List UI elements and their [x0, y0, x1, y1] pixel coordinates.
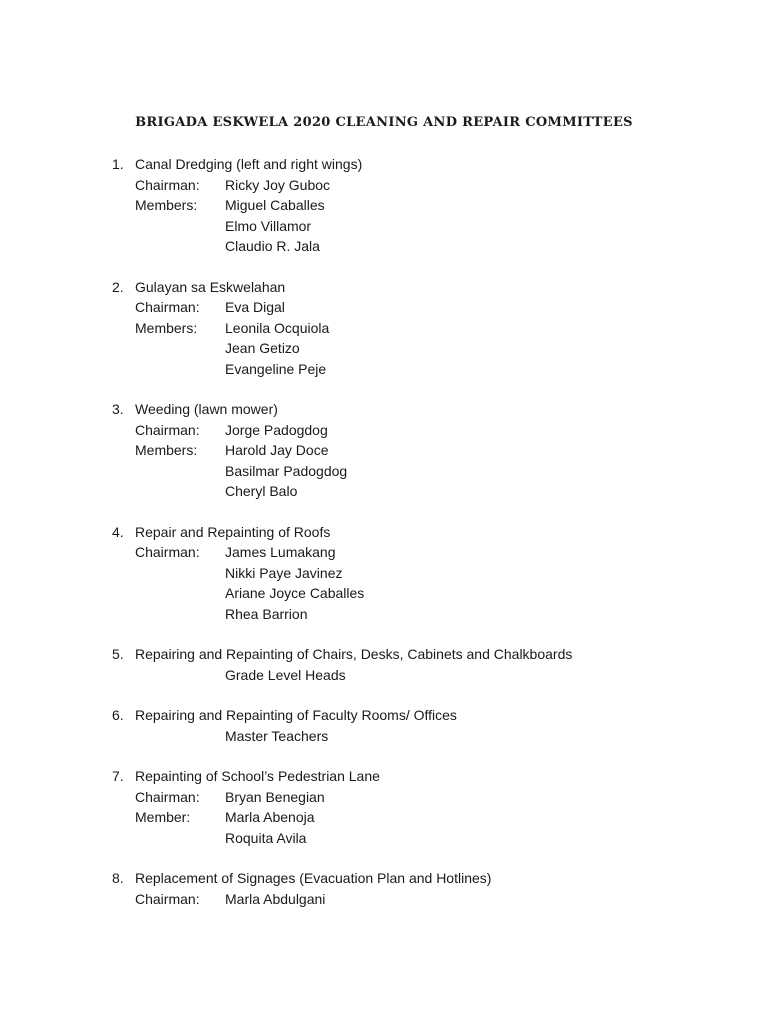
member-name: Leonila Ocquiola: [225, 319, 330, 336]
member-row: [112, 359, 732, 380]
member-name: Harold Jay Doce: [225, 442, 329, 458]
committee-heading: Repairing and Repainting of Faculty Rooms/ Offices: [135, 707, 457, 723]
member-name: Marla Abdulgani: [225, 890, 326, 907]
committee-number: 2.: [112, 278, 124, 295]
member-role: Chairman:: [135, 299, 200, 315]
committee-section-6: [112, 705, 732, 746]
committee-heading: Canal Dredging (left and right wings): [135, 156, 363, 172]
member-role: Chairman:: [135, 544, 200, 560]
member-role: Members:: [135, 197, 198, 213]
member-role: [135, 461, 225, 482]
committee-section-4: [112, 522, 732, 625]
committee-heading: Gulayan sa Eskwelahan: [135, 278, 286, 295]
member-row: [112, 807, 732, 828]
committee-heading-row: [112, 644, 732, 665]
committee-heading-row: [112, 399, 732, 420]
committee-heading-row: [112, 277, 732, 298]
member-name: Eva Digal: [225, 299, 285, 315]
committee-number: 5.: [112, 646, 124, 662]
committee-section-5: [112, 644, 732, 685]
member-name: Rhea Barrion: [225, 605, 308, 622]
committee-number: 8.: [112, 870, 124, 886]
member-row: [112, 563, 732, 584]
member-name: Basilmar Padogdog: [225, 462, 348, 479]
committee-heading-row: [112, 868, 732, 889]
committee-heading: Repairing and Repainting of Chairs, Desks, Cabinets and Chalkboards: [135, 646, 573, 662]
committee-heading-row: [112, 766, 732, 787]
committee-heading-row: [112, 522, 732, 543]
member-row: [112, 297, 732, 318]
committee-heading-row: [112, 705, 732, 726]
member-row: [112, 318, 732, 339]
committee-list: [112, 154, 732, 929]
member-row: [112, 236, 732, 257]
committee-number: 4.: [112, 523, 124, 540]
member-name: Elmo Villamor: [225, 217, 312, 234]
member-name: Marla Abenoja: [225, 809, 315, 825]
member-row: [112, 195, 732, 216]
member-row: [112, 175, 732, 196]
member-name: Master Teachers: [225, 727, 329, 744]
member-row: [112, 583, 732, 604]
committee-heading: Repainting of School’s Pedestrian Lane: [135, 768, 380, 784]
member-role: Members:: [135, 442, 198, 458]
member-role: Chairman:: [135, 421, 200, 438]
member-name: Jorge Padogdog: [225, 421, 328, 438]
committee-section-1: [112, 154, 732, 257]
member-role: [135, 236, 225, 257]
member-role: [135, 583, 225, 604]
member-row: [112, 461, 732, 482]
member-name: Miguel Caballes: [225, 197, 325, 213]
member-role: [135, 828, 225, 849]
member-role: [135, 359, 225, 380]
committee-heading: Weeding (lawn mower): [135, 401, 278, 417]
member-name: Jean Getizo: [225, 340, 300, 356]
member-row: [112, 665, 732, 686]
member-name: Ricky Joy Guboc: [225, 176, 331, 193]
member-row: [112, 481, 732, 502]
member-row: [112, 420, 732, 441]
member-role: [135, 216, 225, 237]
member-row: [112, 828, 732, 849]
member-role: [135, 604, 225, 625]
committee-number: 1.: [112, 156, 124, 172]
member-row: [112, 542, 732, 563]
committee-heading: Replacement of Signages (Evacuation Plan and Hotlines): [135, 870, 492, 886]
member-role: Chairman:: [135, 788, 200, 805]
member-name: Cheryl Balo: [225, 483, 298, 499]
member-name: Ariane Joyce Caballes: [225, 585, 365, 601]
member-row: [112, 787, 732, 808]
committee-heading: Repair and Repainting of Roofs: [135, 523, 331, 540]
committee-section-2: [112, 277, 732, 380]
member-role: Chairman:: [135, 890, 200, 907]
member-name: Bryan Benegian: [225, 788, 325, 805]
member-role: Member:: [135, 809, 191, 825]
member-row: [112, 604, 732, 625]
committee-heading-row: [112, 154, 732, 175]
member-row: [112, 726, 732, 747]
committee-number: 3.: [112, 401, 124, 417]
committee-section-7: [112, 766, 732, 848]
member-role: [135, 481, 225, 502]
member-row: [112, 216, 732, 237]
member-row: [112, 440, 732, 461]
member-name: James Lumakang: [225, 544, 336, 560]
member-role: [135, 726, 225, 747]
committee-section-8: [112, 868, 732, 909]
member-name: Evangeline Peje: [225, 360, 327, 377]
member-row: [112, 889, 732, 910]
member-role: Chairman:: [135, 176, 200, 193]
committee-number: 7.: [112, 768, 124, 784]
member-role: [135, 665, 225, 686]
member-role: Members:: [135, 319, 198, 336]
member-name: Grade Level Heads: [225, 666, 346, 683]
committee-section-3: [112, 399, 732, 502]
member-name: Nikki Paye Javinez: [225, 564, 343, 581]
committee-number: 6.: [112, 707, 124, 723]
document-title: BRIGADA ESKWELA 2020 CLEANING AND REPAIR COMMITTEES: [135, 115, 633, 130]
member-name: Roquita Avila: [225, 829, 307, 846]
member-role: [135, 563, 225, 584]
member-name: Claudio R. Jala: [225, 238, 320, 254]
member-role: [135, 338, 225, 359]
member-row: [112, 338, 732, 359]
